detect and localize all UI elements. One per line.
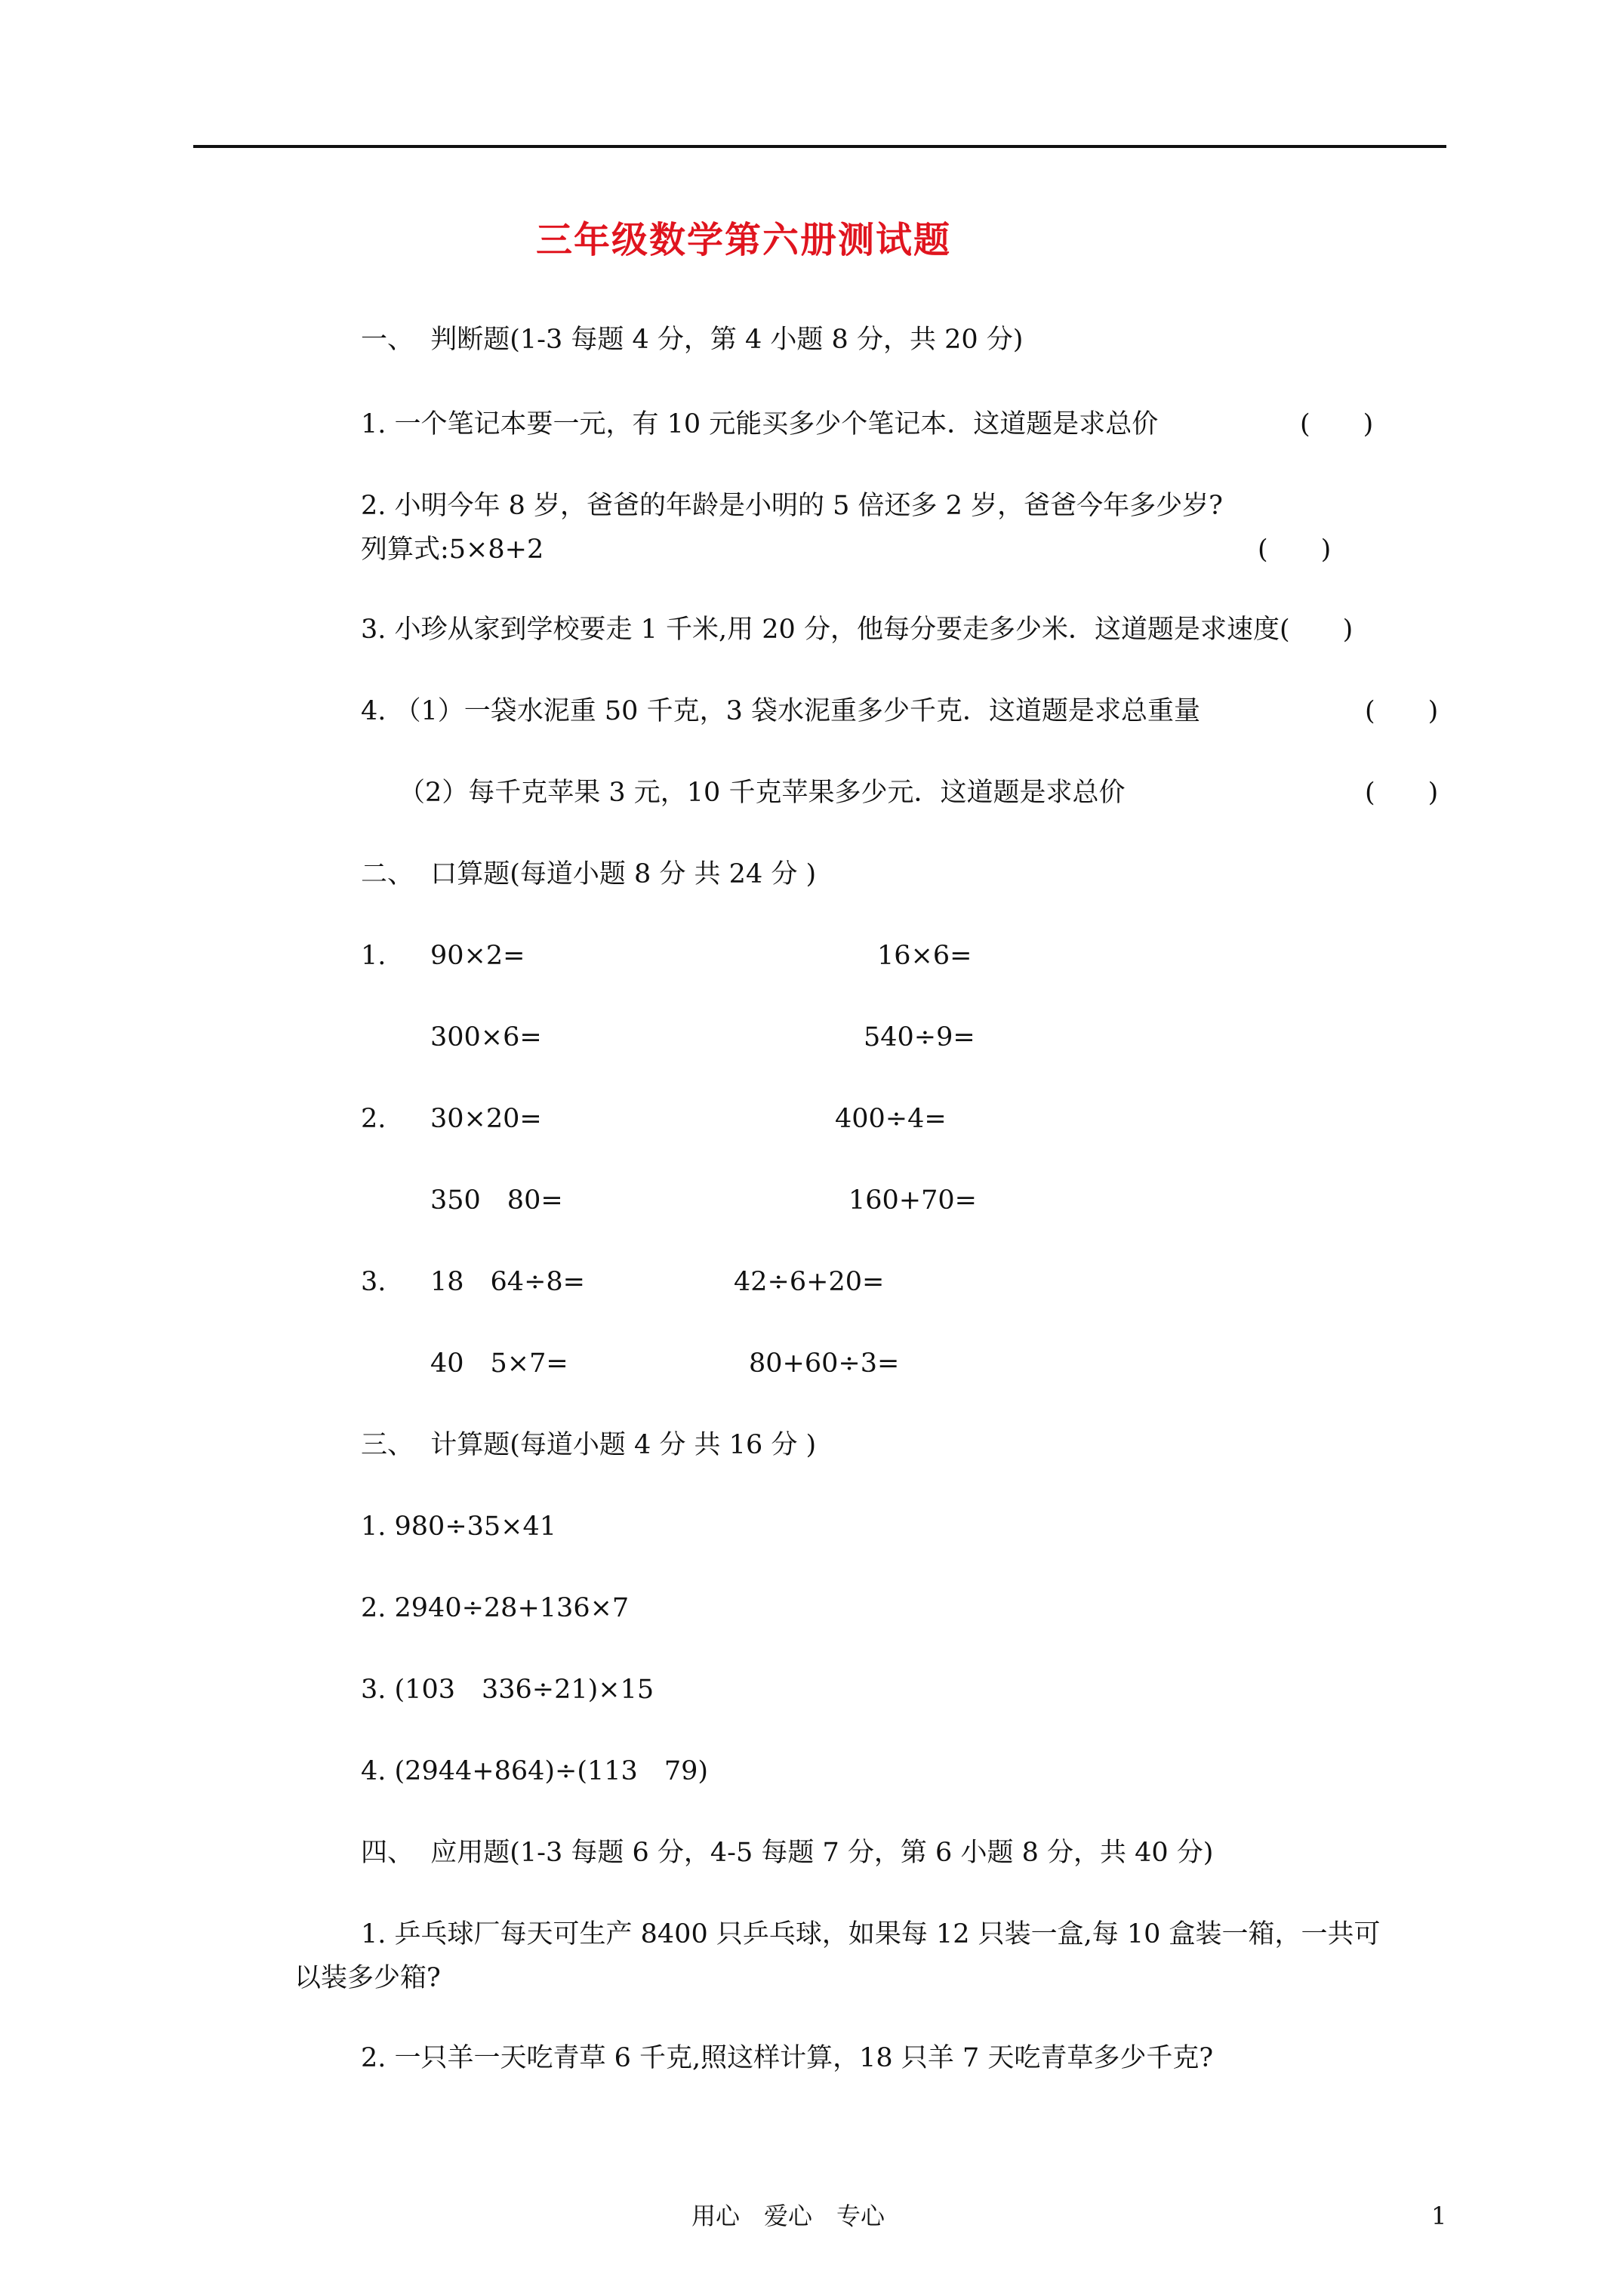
s1-question-4-part2-answer-blank: ( ) (1365, 778, 1439, 808)
s2-expression: 540÷9= (864, 1022, 975, 1052)
section3-heading: 三、 计算题(每道小题 4 分 共 16 分 ) (361, 1430, 817, 1460)
s4-question-1-line1: 1. 乒乓球厂每天可生产 8400 只乒乓球，如果每 12 只装一盒,每 10 盒装一箱，一共可 (361, 1919, 1381, 1949)
s1-question-2: 2. 小明今年 8 岁，爸爸的年龄是小明的 5 倍还多 2 岁，爸爸今年多少岁? (361, 491, 1223, 521)
s2-row-number: 3. (361, 1267, 387, 1297)
s2-row-number: 2. (361, 1104, 387, 1134)
s2-expression: 42÷6+20= (734, 1267, 885, 1297)
footer-motto: 用心 爱心 专心 (691, 2202, 885, 2230)
header-rule (193, 145, 1446, 148)
section2-heading: 二、 口算题(每道小题 8 分 共 24 分 ) (361, 859, 817, 889)
s2-expression: 30×20= (430, 1104, 542, 1134)
s1-question-2-formula: 列算式:5×8+2 (361, 535, 544, 565)
s2-expression: 350 80= (430, 1185, 563, 1216)
s1-question-4-part2: （2）每千克苹果 3 元，10 千克苹果多少元．这道题是求总价 (399, 778, 1126, 808)
s1-question-1: 1. 一个笔记本要一元，有 10 元能买多少个笔记本．这道题是求总价 (361, 409, 1159, 439)
s2-expression: 400÷4= (835, 1104, 947, 1134)
s1-question-4-part1-answer-blank: ( ) (1365, 696, 1439, 726)
s2-expression: 160+70= (848, 1185, 977, 1216)
s3-item: 3. (103 336÷21)×15 (361, 1675, 654, 1705)
s3-item: 1. 980÷35×41 (361, 1512, 557, 1542)
s3-item: 4. (2944+864)÷(113 79) (361, 1756, 709, 1786)
document-title: 三年级数学第六册测试题 (536, 219, 952, 261)
s1-question-4-part1: 4. （1）一袋水泥重 50 千克，3 袋水泥重多少千克．这道题是求总重量 (361, 696, 1200, 726)
s3-item: 2. 2940÷28+136×7 (361, 1593, 630, 1623)
s2-expression: 300×6= (430, 1022, 542, 1052)
s2-expression: 90×2= (430, 941, 525, 971)
s2-expression: 40 5×7= (430, 1348, 568, 1379)
s2-expression: 16×6= (877, 941, 972, 971)
section4-heading: 四、 应用题(1-3 每题 6 分，4-5 每题 7 分，第 6 小题 8 分，共 40 分) (361, 1838, 1214, 1868)
s2-row-number: 1. (361, 941, 387, 971)
s1-question-1-answer-blank: ( ) (1300, 409, 1374, 439)
s4-question-2: 2. 一只羊一天吃青草 6 千克,照这样计算，18 只羊 7 天吃青草多少千克? (361, 2043, 1214, 2073)
s2-expression: 80+60÷3= (749, 1348, 900, 1379)
s1-question-3: 3. 小珍从家到学校要走 1 千米,用 20 分，他每分要走多少米．这道题是求速度( ) (361, 615, 1354, 645)
s2-expression: 18 64÷8= (430, 1267, 585, 1297)
s4-question-1-line2: 以装多少箱? (294, 1963, 441, 1993)
section1-heading: 一、 判断题(1-3 每题 4 分，第 4 小题 8 分，共 20 分) (361, 325, 1024, 355)
s1-question-2-answer-blank: ( ) (1258, 535, 1332, 565)
page-number: 1 (1431, 2202, 1447, 2230)
